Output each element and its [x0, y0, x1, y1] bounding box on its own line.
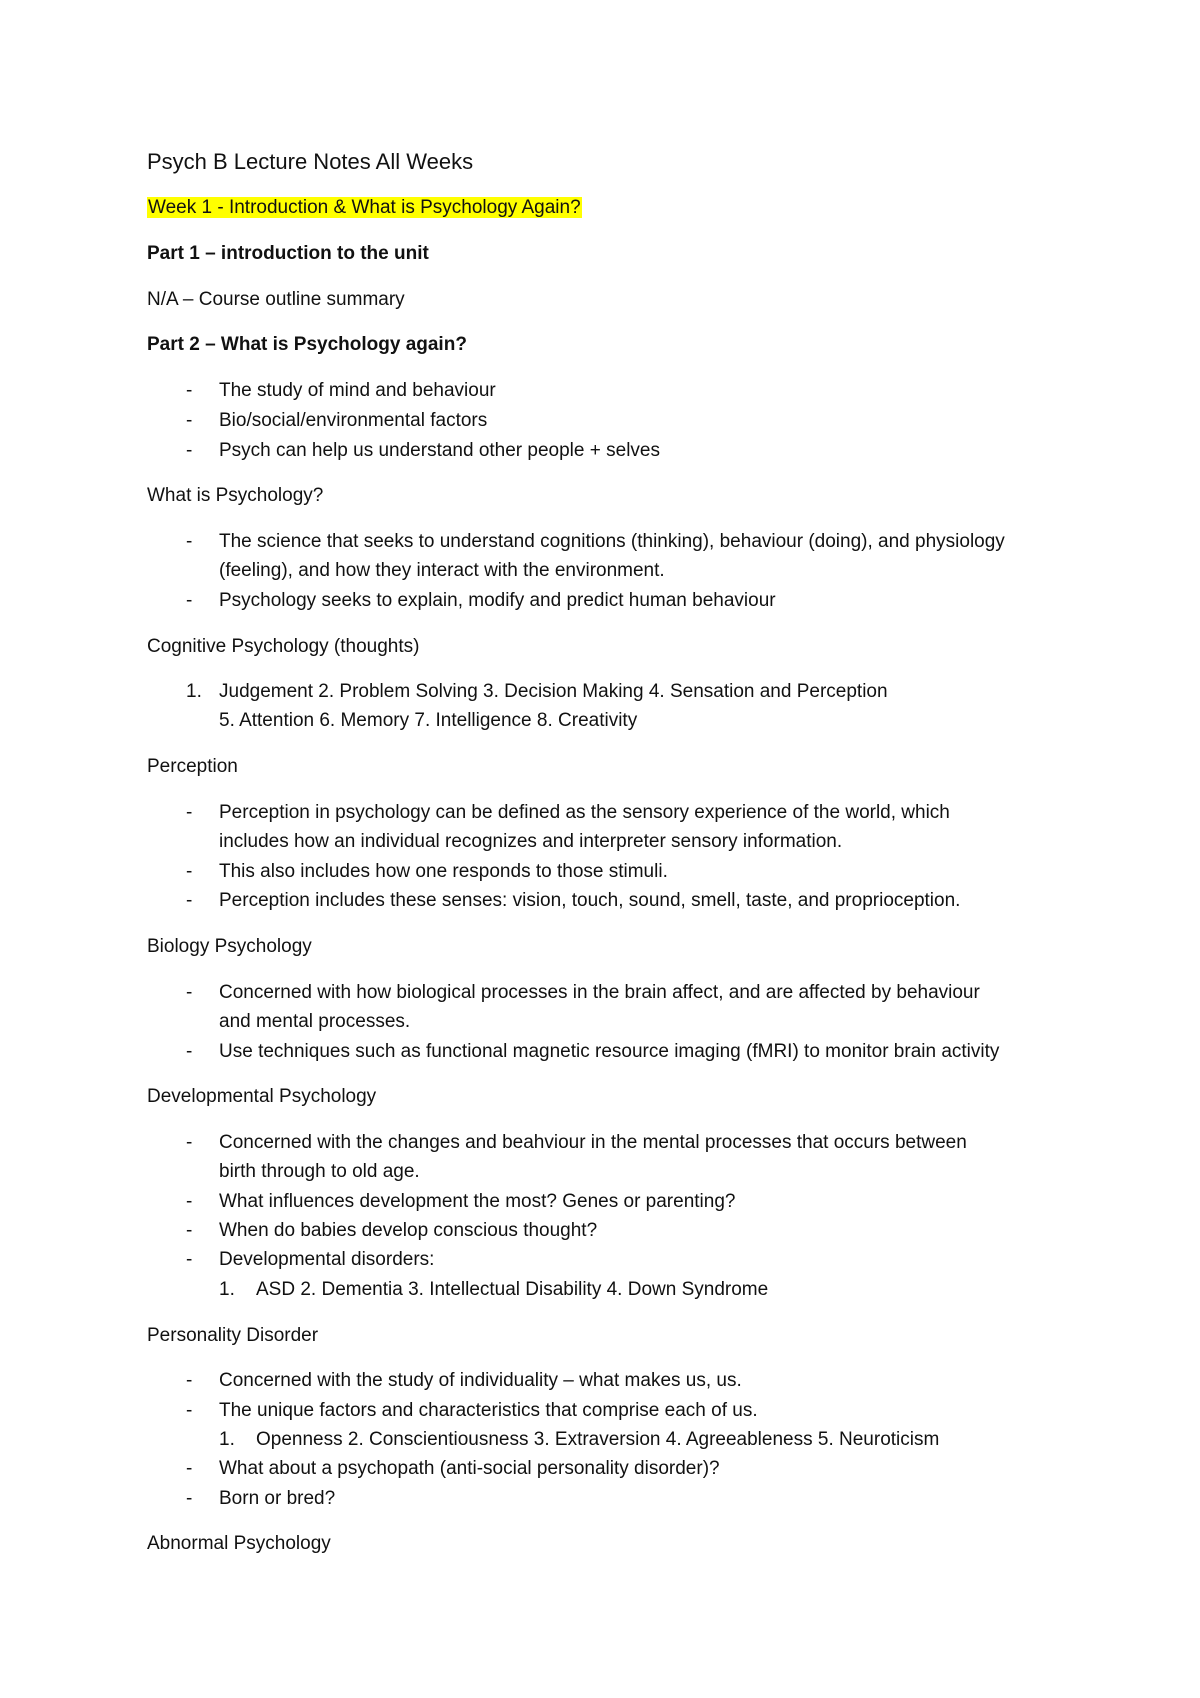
perception-heading: Perception	[147, 756, 238, 777]
part1-heading: Part 1 – introduction to the unit	[147, 243, 429, 264]
bullet-dash: -	[186, 1488, 193, 1509]
bullet-dash: -	[186, 531, 193, 552]
list-item: The unique factors and characteristics that comprise each of us.	[219, 1400, 758, 1421]
bullet-dash: -	[186, 1249, 193, 1270]
list-item: ASD 2. Dementia 3. Intellectual Disability 4. Down Syndrome	[256, 1279, 769, 1300]
biology-heading: Biology Psychology	[147, 936, 312, 957]
list-item: What about a psychopath (anti-social personality disorder)?	[219, 1458, 720, 1479]
bullet-dash: -	[186, 982, 193, 1003]
list-number: 1.	[219, 1429, 235, 1450]
list-item: The science that seeks to understand cognitions (thinking), behaviour (doing), and physiology	[219, 531, 1005, 552]
list-item: This also includes how one responds to those stimuli.	[219, 861, 668, 882]
list-item: The study of mind and behaviour	[219, 380, 496, 401]
week1-heading	[147, 196, 582, 220]
list-item-continued: 5. Attention 6. Memory 7. Intelligence 8. Creativity	[219, 710, 638, 731]
list-item: Concerned with the study of individuality – what makes us, us.	[219, 1370, 742, 1391]
bullet-dash: -	[186, 410, 193, 431]
what-heading: What is Psychology?	[147, 485, 324, 506]
bullet-dash: -	[186, 1458, 193, 1479]
bullet-dash: -	[186, 1191, 193, 1212]
bullet-dash: -	[186, 802, 193, 823]
list-item: Psychology seeks to explain, modify and predict human behaviour	[219, 590, 776, 611]
list-item: What influences development the most? Genes or parenting?	[219, 1191, 736, 1212]
bullet-dash: -	[186, 1041, 193, 1062]
list-item-continued: includes how an individual recognizes and interpreter sensory information.	[219, 831, 843, 852]
part1-text: N/A – Course outline summary	[147, 289, 405, 310]
list-number: 1.	[219, 1279, 235, 1300]
list-item: Concerned with how biological processes in the brain affect, and are affected by behaviour	[219, 982, 980, 1003]
personality-heading: Personality Disorder	[147, 1325, 319, 1346]
document-title: Psych B Lecture Notes All Weeks	[147, 149, 474, 174]
list-item: Use techniques such as functional magnetic resource imaging (fMRI) to monitor brain activity	[219, 1041, 1000, 1062]
bullet-dash: -	[186, 890, 193, 911]
list-item: Born or bred?	[219, 1488, 336, 1509]
list-item: Concerned with the changes and beahviour in the mental processes that occurs between	[219, 1132, 967, 1153]
list-item: Developmental disorders:	[219, 1249, 435, 1270]
cognitive-heading: Cognitive Psychology (thoughts)	[147, 636, 420, 657]
part2-heading: Part 2 – What is Psychology again?	[147, 334, 467, 355]
highlighted-text: Week 1 - Introduction & What is Psychology Again?	[148, 197, 581, 218]
bullet-dash: -	[186, 380, 193, 401]
list-number: 1.	[186, 681, 202, 702]
bullet-dash: -	[186, 590, 193, 611]
list-item-continued: (feeling), and how they interact with the environment.	[219, 560, 665, 581]
list-item: Psych can help us understand other people + selves	[219, 440, 660, 461]
list-item: Bio/social/environmental factors	[219, 410, 488, 431]
bullet-dash: -	[186, 1370, 193, 1391]
bullet-dash: -	[186, 1400, 193, 1421]
list-item: When do babies develop conscious thought?	[219, 1220, 598, 1241]
bullet-dash: -	[186, 1132, 193, 1153]
developmental-heading: Developmental Psychology	[147, 1086, 377, 1107]
list-item-continued: birth through to old age.	[219, 1161, 420, 1182]
list-item: Perception includes these senses: vision, touch, sound, smell, taste, and proprioception.	[219, 890, 961, 911]
list-item: Perception in psychology can be defined as the sensory experience of the world, which	[219, 802, 950, 823]
list-item: Openness 2. Conscientiousness 3. Extraversion 4. Agreeableness 5. Neuroticism	[256, 1429, 940, 1450]
list-item: Judgement 2. Problem Solving 3. Decision Making 4. Sensation and Perception	[219, 681, 888, 702]
bullet-dash: -	[186, 861, 193, 882]
bullet-dash: -	[186, 440, 193, 461]
abnormal-heading: Abnormal Psychology	[147, 1533, 331, 1554]
list-item-continued: and mental processes.	[219, 1011, 411, 1032]
bullet-dash: -	[186, 1220, 193, 1241]
